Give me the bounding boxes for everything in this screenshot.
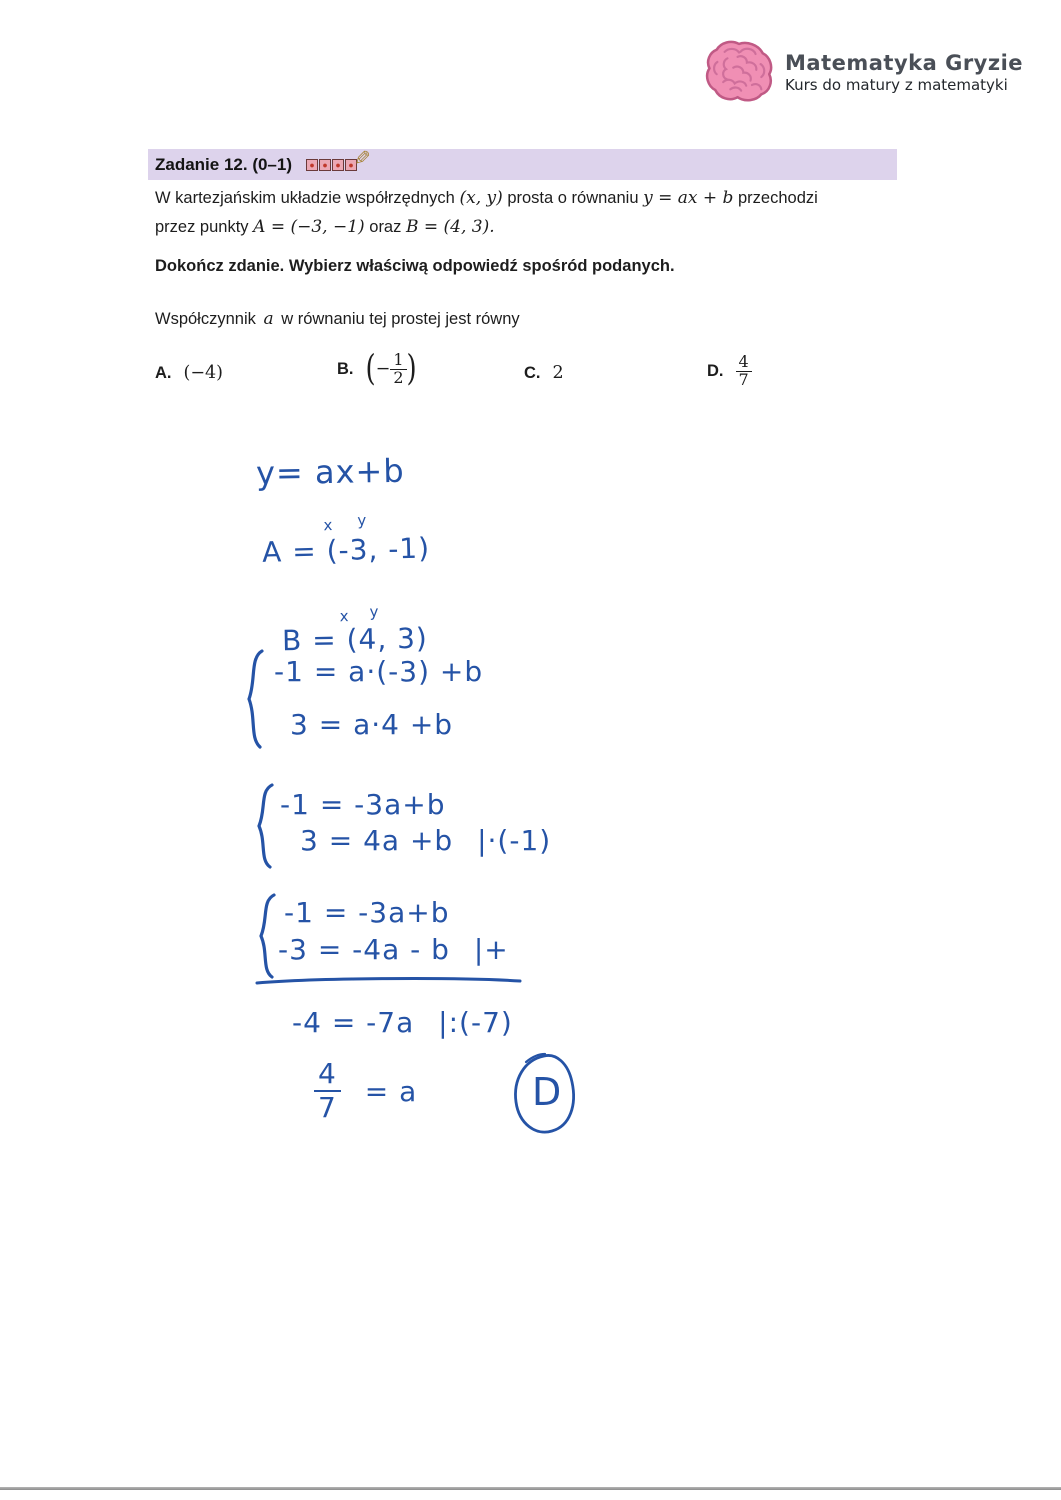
statement-text: W kartezjańskim układzie współrzędnych	[155, 189, 455, 207]
statement-text: oraz	[369, 218, 402, 236]
close-paren: )	[406, 349, 417, 390]
hw-sys2-eq2	[300, 824, 551, 857]
answer-box-icon	[332, 159, 344, 171]
answer-value: (−4)	[183, 363, 223, 383]
hw-fraction-denominator: 7	[318, 1091, 337, 1124]
answer-option-a	[155, 363, 223, 383]
answer-label: D.	[707, 361, 724, 380]
system-brace-icon	[240, 648, 266, 750]
question-text	[155, 309, 520, 329]
answer-box-icon	[306, 159, 318, 171]
statement-math: B = (4, 3).	[405, 217, 495, 237]
fraction-numerator: 4	[736, 354, 752, 372]
pencil-icon: ✎	[354, 148, 371, 170]
question-post: w równaniu tej prostej jest równy	[281, 310, 520, 328]
hw-result-1	[292, 1006, 513, 1039]
fraction-numerator: 1	[390, 352, 406, 370]
hw-sup-x: x	[323, 516, 333, 535]
statement-math: (x, y)	[459, 188, 503, 208]
hw-sup-x: x	[339, 607, 349, 626]
answer-boxes-icon	[306, 148, 371, 177]
logo-title: Matematyka Gryzie	[785, 50, 1024, 75]
hw-point-a-text: A = (-3, -1)	[261, 531, 431, 569]
circled-answer	[508, 1050, 580, 1138]
answer-value: 2	[552, 363, 564, 383]
fraction-denominator: 7	[738, 369, 749, 389]
answer-option-c	[524, 363, 564, 383]
task-header-strip	[148, 149, 897, 180]
statement-line-1	[155, 184, 925, 213]
logo	[703, 38, 1023, 106]
fraction-denominator: 2	[393, 367, 404, 387]
hw-sys2-eq2-text: 3 = 4a +b	[300, 824, 454, 857]
hw-point-b-text: B = (4, 3)	[281, 621, 429, 658]
hw-sup-y: y	[369, 602, 379, 621]
statement-text: przechodzi	[738, 189, 818, 207]
hw-sys3-eq1: -1 = -3a+b	[284, 896, 450, 929]
statement-line-2	[155, 213, 925, 242]
hw-sys2-eq1: -1 = -3a+b	[280, 788, 446, 821]
hw-sys2-operation: |·(-1)	[477, 824, 552, 857]
hw-result-fraction	[314, 1057, 341, 1124]
hw-fraction-numerator: 4	[314, 1060, 341, 1092]
answer-fraction	[736, 354, 752, 389]
hw-sys3-eq2	[278, 933, 509, 966]
statement-math: y = ax + b	[643, 188, 734, 208]
hw-result-1-text: -4 = -7a	[292, 1006, 415, 1039]
hw-general-equation: y= ax+b	[255, 451, 405, 493]
hw-point-a	[262, 508, 1061, 569]
open-paren: (	[365, 349, 376, 390]
logo-subtitle: Kurs do matury z matematyki	[785, 75, 1008, 94]
hw-sys3-eq2-text: -3 = -4a - b	[278, 933, 450, 966]
page-edge-line	[0, 1487, 1061, 1490]
answer-fraction	[390, 352, 406, 387]
answer-option-b	[337, 349, 417, 390]
hw-sys1-eq2: 3 = a·4 +b	[290, 708, 454, 741]
answer-label: B.	[337, 359, 354, 378]
system-brace-icon	[252, 892, 278, 980]
system-brace-icon	[250, 782, 276, 870]
hw-result-2-text: = a	[364, 1074, 418, 1108]
answer-option-d	[707, 354, 752, 389]
hw-sys1-eq1: -1 = a·(-3) +b	[274, 655, 484, 688]
sum-line	[255, 974, 523, 986]
answer-label: C.	[524, 363, 541, 382]
problem-statement	[155, 184, 925, 242]
hw-sup-y: y	[357, 511, 367, 530]
instruction-text: Dokończ zdanie. Wybierz właściwą odpowiedź spośród podanych.	[155, 257, 675, 275]
circled-answer-letter: D	[532, 1070, 562, 1114]
brain-logo-icon	[703, 38, 775, 106]
logo-text	[785, 51, 1023, 94]
hw-result-1-operation: |:(-7)	[438, 1006, 513, 1039]
answer-label: A.	[155, 363, 172, 382]
statement-text: prosta o równaniu	[507, 189, 639, 207]
hw-sys3-operation: |+	[473, 933, 509, 966]
question-pre: Współczynnik	[155, 310, 256, 328]
statement-text: przez punkty	[155, 218, 249, 236]
statement-math: A = (−3, −1)	[253, 217, 365, 237]
minus-sign: −	[375, 359, 391, 380]
hw-point-b	[281, 602, 1061, 658]
task-header-title: Zadanie 12. (0–1)	[155, 154, 293, 174]
answer-box-icon	[319, 159, 331, 171]
question-variable: a	[263, 309, 274, 329]
hw-result-2	[314, 1057, 418, 1124]
